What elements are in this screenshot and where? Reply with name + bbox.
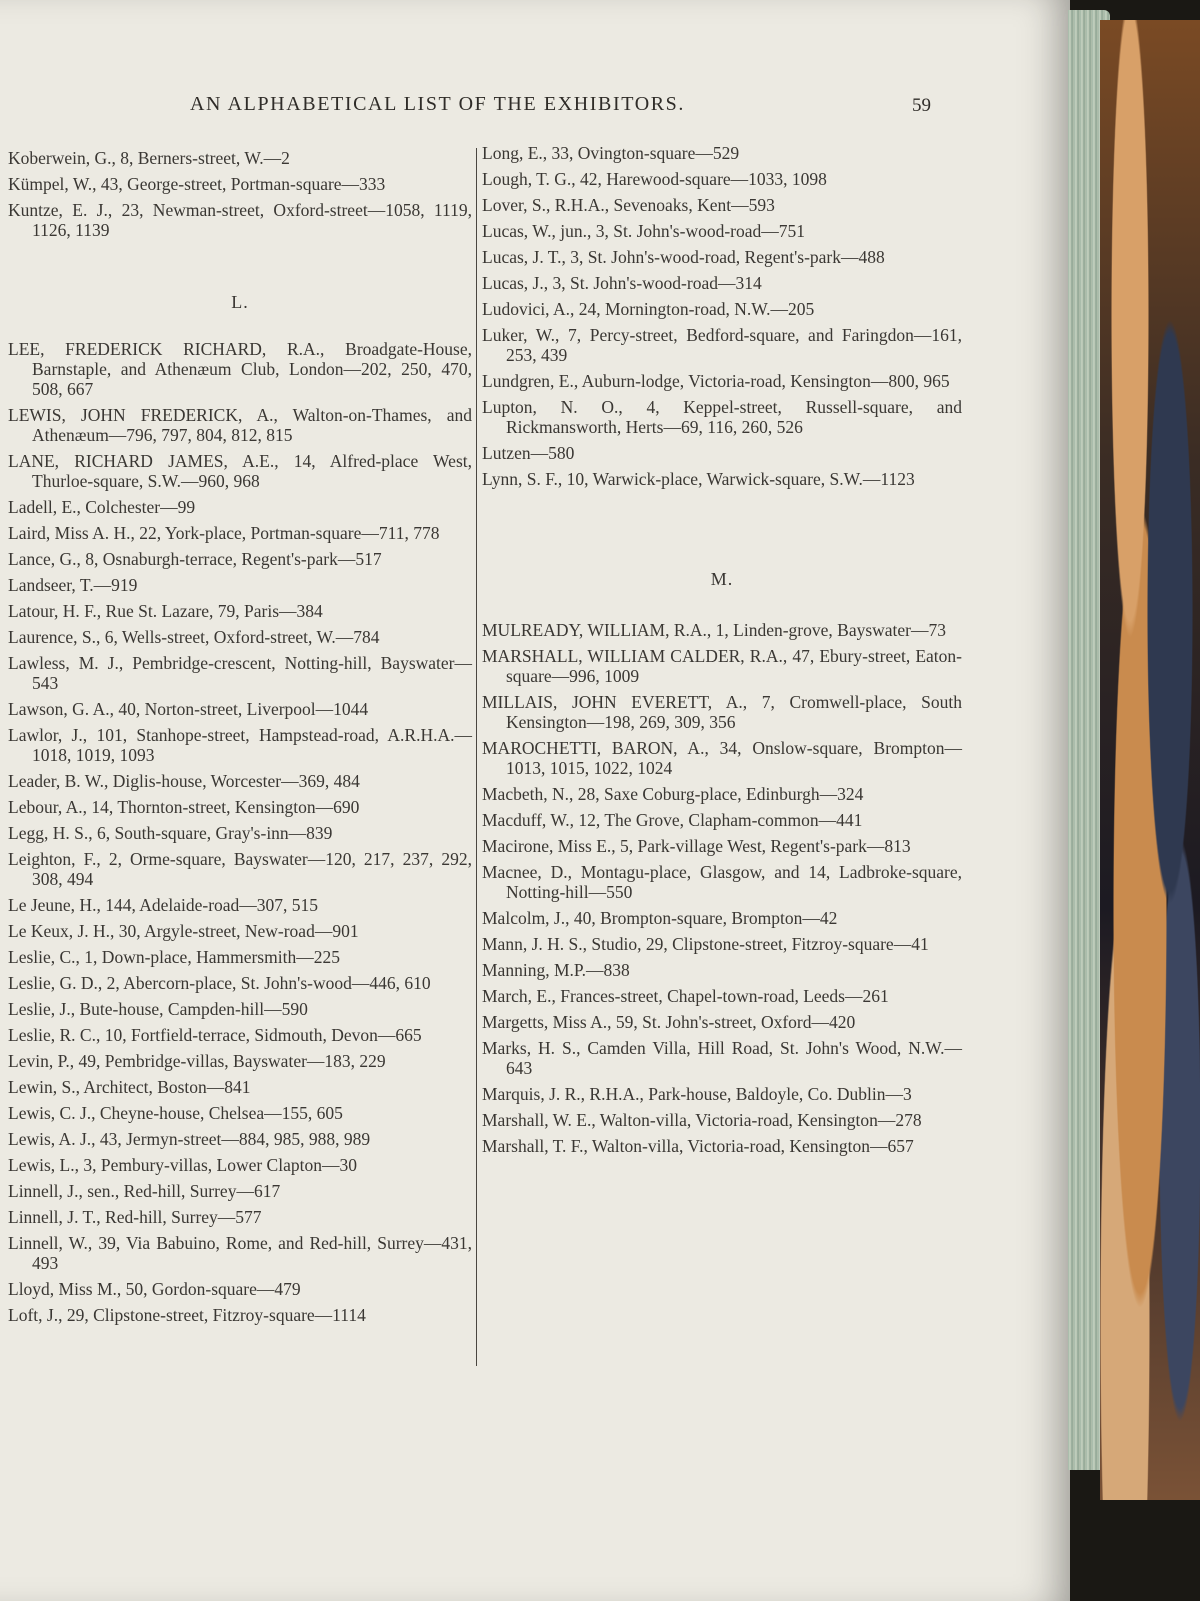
list-item: Leighton, F., 2, Orme-square, Bayswater—120, 217, 237, 292, 308, 494 <box>8 849 472 889</box>
list-item: Leslie, C., 1, Down-place, Hammersmith—225 <box>8 947 340 967</box>
list-item: Manning, M.P.—838 <box>482 960 630 980</box>
page-title: AN ALPHABETICAL LIST OF THE EXHIBITORS. <box>190 93 686 115</box>
list-item: Ladell, E., Colchester—99 <box>8 497 196 517</box>
list-item: Marks, H. S., Camden Villa, Hill Road, St. John's Wood, N.W.—643 <box>482 1038 962 1078</box>
list-item: Macduff, W., 12, The Grove, Clapham-common—441 <box>482 810 863 830</box>
list-item: Ludovici, A., 24, Mornington-road, N.W.—205 <box>482 299 815 319</box>
list-item: Marquis, J. R., R.H.A., Park-house, Baldoyle, Co. Dublin—3 <box>482 1084 912 1104</box>
list-item: Levin, P., 49, Pembridge-villas, Bayswater—183, 229 <box>8 1051 386 1071</box>
list-item: Lewis, C. J., Cheyne-house, Chelsea—155, 605 <box>8 1103 343 1123</box>
list-item: Macbeth, N., 28, Saxe Coburg-place, Edinburgh—324 <box>482 784 864 804</box>
list-item: Leslie, G. D., 2, Abercorn-place, St. John's-wood—446, 610 <box>8 973 431 993</box>
list-item: Lynn, S. F., 10, Warwick-place, Warwick-square, S.W.—1123 <box>482 469 915 489</box>
list-item: Long, E., 33, Ovington-square—529 <box>482 143 740 163</box>
list-item: Lough, T. G., 42, Harewood-square—1033, 1098 <box>482 169 827 189</box>
list-item: Kuntze, E. J., 23, Newman-street, Oxford-street—1058, 1119, 1126, 1139 <box>8 200 472 240</box>
list-item: Linnell, J., sen., Red-hill, Surrey—617 <box>8 1181 281 1201</box>
list-item: MAROCHETTI, BARON, A., 34, Onslow-square, Brompton—1013, 1015, 1022, 1024 <box>482 738 962 778</box>
list-item: Kümpel, W., 43, George-street, Portman-square—333 <box>8 174 386 194</box>
list-item: Lutzen—580 <box>482 443 575 463</box>
list-item: Lewis, A. J., 43, Jermyn-street—884, 985, 988, 989 <box>8 1129 371 1149</box>
entry-list-k <box>8 148 472 240</box>
section-heading-m: M. <box>710 569 734 589</box>
entry-list-m <box>482 620 962 1156</box>
marbled-cover <box>1100 20 1200 1500</box>
list-item: Linnell, J. T., Red-hill, Surrey—577 <box>8 1207 262 1227</box>
list-item: Lance, G., 8, Osnaburgh-terrace, Regent's-park—517 <box>8 549 382 569</box>
list-item: Marshall, T. F., Walton-villa, Victoria-road, Kensington—657 <box>482 1136 914 1156</box>
list-item: Le Jeune, H., 144, Adelaide-road—307, 515 <box>8 895 319 915</box>
entry-list-l-continued <box>482 143 962 489</box>
list-item: Lloyd, Miss M., 50, Gordon-square—479 <box>8 1279 301 1299</box>
list-item: Lucas, W., jun., 3, St. John's-wood-road—751 <box>482 221 805 241</box>
list-item: Lundgren, E., Auburn-lodge, Victoria-road, Kensington—800, 965 <box>482 371 950 391</box>
list-item: Laurence, S., 6, Wells-street, Oxford-street, W.—784 <box>8 627 380 647</box>
list-item: LEE, FREDERICK RICHARD, R.A., Broadgate-House, Barnstaple, and Athenæum Club, London—202, 250, 470, 508, 667 <box>8 339 472 399</box>
list-item: Lebour, A., 14, Thornton-street, Kensington—690 <box>8 797 360 817</box>
right-column <box>482 143 962 1162</box>
list-item: MARSHALL, WILLIAM CALDER, R.A., 47, Ebury-street, Eaton-square—996, 1009 <box>482 646 962 686</box>
column-divider <box>476 148 477 1366</box>
list-item: Malcolm, J., 40, Brompton-square, Brompton—42 <box>482 908 838 928</box>
list-item: Leslie, J., Bute-house, Campden-hill—590 <box>8 999 308 1019</box>
list-item: LANE, RICHARD JAMES, A.E., 14, Alfred-place West, Thurloe-square, S.W.—960, 968 <box>8 451 472 491</box>
list-item: Le Keux, J. H., 30, Argyle-street, New-road—901 <box>8 921 359 941</box>
list-item: Margetts, Miss A., 59, St. John's-street, Oxford—420 <box>482 1012 856 1032</box>
list-item: Leader, B. W., Diglis-house, Worcester—369, 484 <box>8 771 360 791</box>
list-item: Leslie, R. C., 10, Fortfield-terrace, Sidmouth, Devon—665 <box>8 1025 422 1045</box>
list-item: Lawson, G. A., 40, Norton-street, Liverpool—1044 <box>8 699 369 719</box>
list-item: Loft, J., 29, Clipstone-street, Fitzroy-square—1114 <box>8 1305 366 1325</box>
list-item: Luker, W., 7, Percy-street, Bedford-square, and Faringdon—161, 253, 439 <box>482 325 962 365</box>
list-item: Lucas, J. T., 3, St. John's-wood-road, Regent's-park—488 <box>482 247 885 267</box>
list-item: Landseer, T.—919 <box>8 575 138 595</box>
list-item: Lawlor, J., 101, Stanhope-street, Hampstead-road, A.R.H.A.—1018, 1019, 1093 <box>8 725 472 765</box>
left-column <box>8 148 472 1331</box>
list-item: Legg, H. S., 6, South-square, Gray's-inn—839 <box>8 823 333 843</box>
list-item: Lewin, S., Architect, Boston—841 <box>8 1077 251 1097</box>
list-item: MILLAIS, JOHN EVERETT, A., 7, Cromwell-place, South Kensington—198, 269, 309, 356 <box>482 692 962 732</box>
list-item: Lawless, M. J., Pembridge-crescent, Notting-hill, Bayswater—543 <box>8 653 472 693</box>
list-item: Lucas, J., 3, St. John's-wood-road—314 <box>482 273 762 293</box>
list-item: March, E., Frances-street, Chapel-town-road, Leeds—261 <box>482 986 889 1006</box>
page-number: 59 <box>912 95 931 116</box>
entry-list-l <box>8 339 472 1325</box>
list-item: Marshall, W. E., Walton-villa, Victoria-road, Kensington—278 <box>482 1110 922 1130</box>
list-item: LEWIS, JOHN FREDERICK, A., Walton-on-Thames, and Athenæum—796, 797, 804, 812, 815 <box>8 405 472 445</box>
list-item: Lewis, L., 3, Pembury-villas, Lower Clapton—30 <box>8 1155 357 1175</box>
list-item: Latour, H. F., Rue St. Lazare, 79, Paris—384 <box>8 601 323 621</box>
list-item: Koberwein, G., 8, Berners-street, W.—2 <box>8 148 290 168</box>
list-item: Macnee, D., Montagu-place, Glasgow, and 14, Ladbroke-square, Notting-hill—550 <box>482 862 962 902</box>
list-item: MULREADY, WILLIAM, R.A., 1, Linden-grove, Bayswater—73 <box>482 620 947 640</box>
list-item: Mann, J. H. S., Studio, 29, Clipstone-street, Fitzroy-square—41 <box>482 934 929 954</box>
list-item: Lupton, N. O., 4, Keppel-street, Russell-square, and Rickmansworth, Herts—69, 116, 260, 526 <box>482 397 962 437</box>
list-item: Macirone, Miss E., 5, Park-village West, Regent's-park—813 <box>482 836 911 856</box>
list-item: Lover, S., R.H.A., Sevenoaks, Kent—593 <box>482 195 775 215</box>
section-heading-l: L. <box>231 292 249 312</box>
list-item: Linnell, W., 39, Via Babuino, Rome, and Red-hill, Surrey—431, 493 <box>8 1233 472 1273</box>
list-item: Laird, Miss A. H., 22, York-place, Portman-square—711, 778 <box>8 523 440 543</box>
